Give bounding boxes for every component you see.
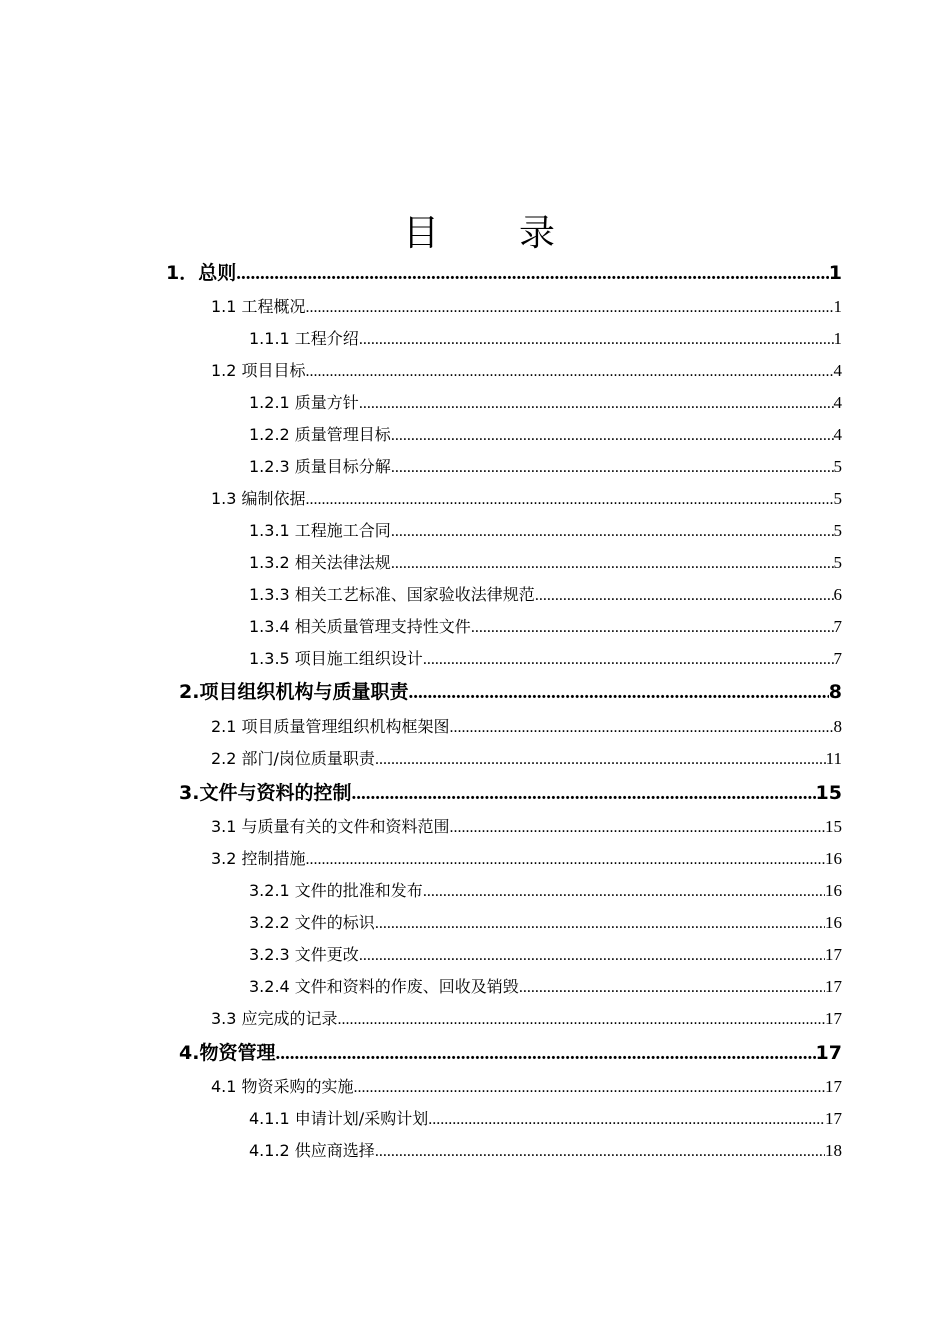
toc-entry[interactable] (249, 974, 842, 997)
toc-entry-page: 16 (825, 881, 842, 900)
toc-entry-label: 1．总则 (166, 262, 237, 284)
toc-leader-dots (391, 427, 834, 445)
toc-entry[interactable] (249, 326, 842, 349)
toc-entry[interactable] (249, 518, 842, 541)
toc-entry[interactable] (249, 1138, 842, 1161)
toc-leader-dots (306, 299, 834, 317)
toc-entry-page: 17 (825, 1077, 842, 1096)
toc-entry[interactable] (211, 486, 842, 509)
toc-entry[interactable] (249, 942, 842, 965)
toc-entry-page: 15 (815, 782, 842, 804)
toc-entry-page: 5 (833, 457, 842, 476)
toc-entry-page: 4 (833, 361, 842, 380)
toc-entry[interactable] (211, 1006, 842, 1029)
toc-entry[interactable] (249, 390, 842, 413)
toc-entry-label: 1.1 工程概况 (211, 297, 306, 316)
toc-entry-label: 4.1.1 申请计划/采购计划 (249, 1109, 429, 1128)
toc-entry[interactable] (211, 714, 842, 737)
toc-entry-page: 16 (825, 849, 842, 868)
toc-entry-page: 4 (833, 425, 842, 444)
toc-entry-label: 2.2 部门/岗位质量职责 (211, 749, 375, 768)
toc-leader-dots (450, 719, 834, 737)
toc-entry-page: 5 (833, 489, 842, 508)
toc-entry-page: 17 (825, 977, 842, 996)
toc-leader-dots (359, 947, 825, 965)
toc-entry-label: 3.2.2 文件的标识 (249, 913, 375, 932)
toc-entry-label: 3.2.1 文件的批准和发布 (249, 881, 423, 900)
toc-entry-page: 8 (833, 717, 842, 736)
toc-entry-label: 2.项目组织机构与质量职责 (179, 681, 409, 703)
toc-leader-dots (275, 1043, 815, 1065)
toc-leader-dots (306, 491, 834, 509)
toc-entry-page: 4 (833, 393, 842, 412)
toc-leader-dots (428, 1111, 825, 1129)
toc-entry-page: 1 (833, 329, 842, 348)
toc-leader-dots (423, 651, 834, 669)
toc-entry-page: 15 (825, 817, 842, 836)
toc-entry-label: 4.1 物资采购的实施 (211, 1077, 354, 1096)
toc-entry-label: 3.2.4 文件和资料的作废、回收及销毁 (249, 977, 519, 996)
toc-entry[interactable] (249, 454, 842, 477)
toc-entry-label: 1.3.3 相关工艺标准、国家验收法律规范 (249, 585, 535, 604)
toc-entry[interactable] (211, 746, 842, 769)
toc-entry-label: 3.3 应完成的记录 (211, 1009, 338, 1028)
toc-leader-dots (236, 263, 829, 285)
toc-leader-dots (535, 587, 834, 605)
toc-entry[interactable] (179, 1038, 842, 1065)
toc-leader-dots (471, 619, 834, 637)
toc-entry-label: 4.1.2 供应商选择 (249, 1141, 375, 1160)
toc-leader-dots (519, 979, 825, 997)
toc-entry-page: 5 (833, 553, 842, 572)
toc-entry[interactable] (166, 258, 842, 285)
toc-entry[interactable] (211, 814, 842, 837)
toc-entry-label: 3.2 控制措施 (211, 849, 306, 868)
toc-entry[interactable] (179, 778, 842, 805)
toc-leader-dots (375, 751, 826, 769)
toc-entry[interactable] (211, 294, 842, 317)
toc-entry[interactable] (249, 1106, 842, 1129)
toc-entry-page: 17 (825, 1009, 842, 1028)
toc-entry-label: 1.1.1 工程介绍 (249, 329, 359, 348)
toc-entry-page: 1 (828, 262, 842, 284)
toc-leader-dots (391, 523, 834, 541)
toc-leader-dots (391, 555, 834, 573)
toc-entry-label: 4.物资管理 (179, 1042, 276, 1064)
toc-entry-page: 17 (825, 1109, 842, 1128)
toc-entry-label: 1.3.2 相关法律法规 (249, 553, 391, 572)
toc-leader-dots (351, 783, 815, 805)
toc-entry-label: 1.3.5 项目施工组织设计 (249, 649, 423, 668)
toc-entry-label: 1.2 项目目标 (211, 361, 306, 380)
toc-entry[interactable] (249, 422, 842, 445)
toc-entry-page: 16 (825, 913, 842, 932)
toc-entry-page: 7 (833, 617, 842, 636)
toc-entry-page: 18 (825, 1141, 842, 1160)
toc-entry[interactable] (249, 550, 842, 573)
toc-entry[interactable] (249, 582, 842, 605)
toc-title: 目 录 (402, 213, 577, 254)
toc-entry[interactable] (249, 878, 842, 901)
toc-entry-page: 17 (815, 1042, 842, 1064)
toc-entry-page: 6 (833, 585, 842, 604)
toc-leader-dots (375, 915, 825, 933)
toc-leader-dots (306, 851, 825, 869)
toc-entry-label: 3.1 与质量有关的文件和资料范围 (211, 817, 450, 836)
toc-leader-dots (354, 1079, 825, 1097)
toc-leader-dots (359, 395, 834, 413)
toc-leader-dots (450, 819, 825, 837)
toc-entry[interactable] (211, 846, 842, 869)
toc-entry-page: 7 (833, 649, 842, 668)
toc-entry-page: 11 (825, 749, 842, 768)
toc-entry[interactable] (249, 614, 842, 637)
toc-entry-label: 1.2.1 质量方针 (249, 393, 359, 412)
toc-entry[interactable] (211, 1074, 842, 1097)
toc-entry-page: 17 (825, 945, 842, 964)
toc-leader-dots (375, 1143, 825, 1161)
toc-entry[interactable] (211, 358, 842, 381)
toc-entry-label: 1.3.4 相关质量管理支持性文件 (249, 617, 471, 636)
toc-entry[interactable] (179, 677, 842, 704)
toc-entry-label: 1.2.2 质量管理目标 (249, 425, 391, 444)
toc-entry[interactable] (249, 910, 842, 933)
toc-entry-label: 2.1 项目质量管理组织机构框架图 (211, 717, 450, 736)
toc-entry-label: 1.2.3 质量目标分解 (249, 457, 391, 476)
toc-entry-label: 3.2.3 文件更改 (249, 945, 359, 964)
toc-leader-dots (408, 682, 828, 704)
toc-entry-label: 1.3 编制依据 (211, 489, 306, 508)
toc-entry[interactable] (249, 646, 842, 669)
toc-entry-label: 3.文件与资料的控制 (179, 782, 352, 804)
toc-leader-dots (338, 1011, 825, 1029)
toc-entry-label: 1.3.1 工程施工合同 (249, 521, 391, 540)
toc-entry-page: 8 (828, 681, 842, 703)
toc-entry-page: 1 (833, 297, 842, 316)
toc-leader-dots (359, 331, 834, 349)
toc-leader-dots (306, 363, 834, 381)
toc-leader-dots (423, 883, 825, 901)
toc-leader-dots (391, 459, 834, 477)
toc-entry-page: 5 (833, 521, 842, 540)
